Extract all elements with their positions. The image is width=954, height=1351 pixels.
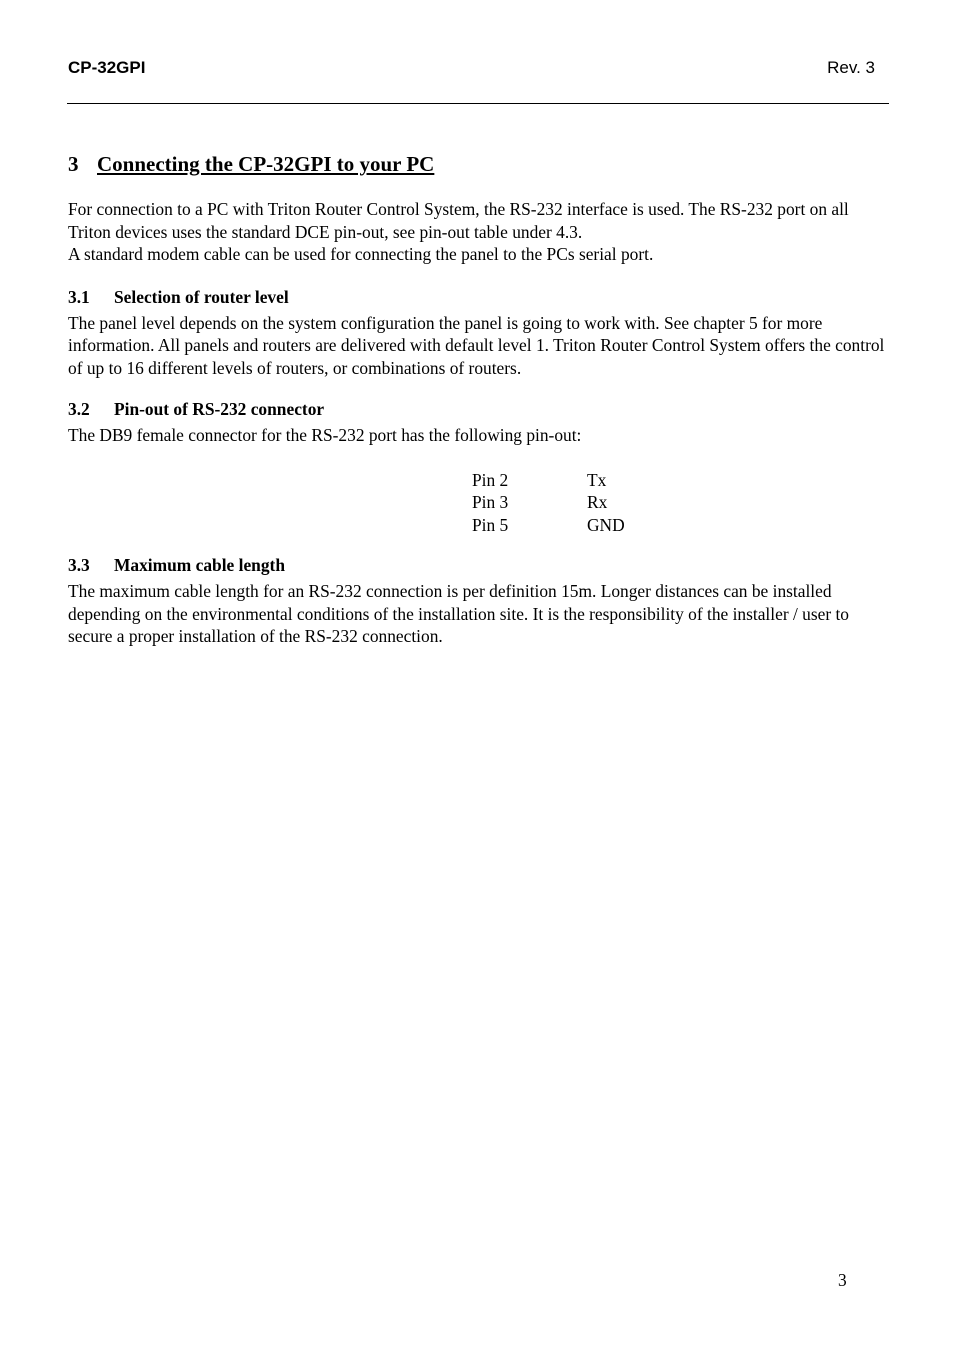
document-id: CP-32GPI [68, 58, 146, 77]
header-divider [67, 103, 889, 104]
pin-number-cell: Pin 3 [472, 492, 509, 512]
intro-text-line-1: For connection to a PC with Triton Router Control System, the RS-232 interface is used. The RS-232 port on all Triton devices uses the standard DCE pin-out, see pin-out table under 4.3. [68, 199, 849, 242]
section-heading-3-2 [68, 398, 890, 420]
chapter-title: Connecting the CP-32GPI to your PC [97, 152, 435, 176]
table-row [472, 491, 625, 514]
section-title: Selection of router level [114, 286, 289, 307]
chapter-heading [68, 150, 890, 180]
pin-signal-cell: GND [587, 514, 625, 535]
section-number: 3.1 [68, 286, 90, 307]
chapter-number: 3 [68, 152, 79, 176]
page-content [68, 150, 890, 648]
chapter-intro-paragraph [68, 198, 890, 266]
page-header [68, 58, 875, 82]
section-title: Pin-out of RS-232 connector [114, 399, 325, 419]
section-heading-3-1 [68, 286, 890, 308]
section-number: 3.3 [68, 555, 90, 575]
pin-signal-cell: Rx [587, 492, 608, 512]
intro-text-line-2: A standard modem cable can be used for connecting the panel to the PCs serial port. [68, 244, 654, 264]
page-number: 3 [838, 1270, 847, 1290]
section-heading-3-3 [68, 554, 890, 576]
section-number: 3.2 [68, 399, 90, 419]
pin-number-cell: Pin 2 [472, 469, 509, 490]
table-row [472, 469, 625, 492]
pin-signal-cell: Tx [587, 469, 607, 490]
section-title: Maximum cable length [114, 555, 285, 575]
section-3-3-body: The maximum cable length for an RS-232 connection is per definition 15m. Longer distances can be installed depending on the environmental conditions of the installation site. It is the responsibility of the installer / user to secure a proper installation of the RS-232 connection. [68, 581, 849, 646]
table-row [472, 514, 625, 537]
pin-number-cell: Pin 5 [472, 514, 509, 535]
pinout-table [472, 469, 625, 537]
section-3-2-body: The DB9 female connector for the RS-232 port has the following pin-out: [68, 425, 582, 445]
revision-label: Rev. 3 [827, 58, 875, 77]
section-3-1-body: The panel level depends on the system configuration the panel is going to work with. See chapter 5 for more information. All panels and routers are delivered with default level 1. Triton Router Control System offers the control of up to 16 different levels of routers, or combinations of routers. [68, 312, 885, 378]
